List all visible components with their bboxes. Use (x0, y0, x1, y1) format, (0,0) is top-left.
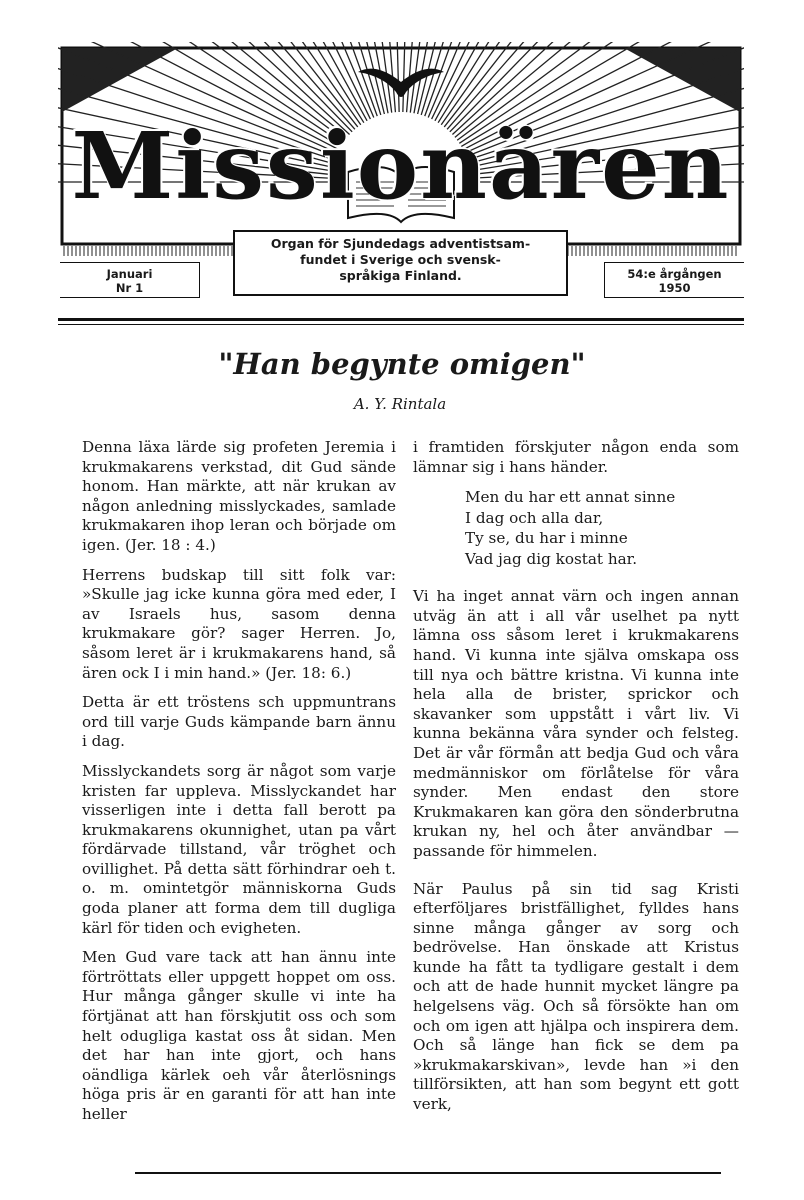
poem-line: Men du har ett annat sinne (465, 488, 676, 507)
paragraph: i framtiden förskjuter någon enda som lämnar sig i hans händer. (413, 438, 739, 476)
volume-year: 1950 (658, 281, 691, 295)
poem-line: I dag och alla dar, (465, 508, 604, 527)
issue-month: Januari (106, 267, 153, 281)
paragraph: Herrens budskap till sitt folk var: »Skulle jag icke kunna göra med eder, I av Israels hus, sasom denna krukmakare gör? sager Herren. Jo, såsom leret är i krukmakarens hand, så ären ock I i min hand.» (Jer. 18: 6.) (82, 565, 396, 682)
masthead-rule-thin (58, 324, 744, 325)
organ-description (233, 230, 568, 296)
masthead-title: Missionären (71, 112, 731, 220)
left-column (82, 438, 396, 1135)
paragraph: Vi ha inget annat värn och ingen annan utväg än att i all vår uselhet pa nytt lämna oss såsom leret i krukmakarens hand. Vi kunna inte själva omskapa oss till nya och bättre kristna. Vi kunna inte hela alla de brister, sprickor och skavanker som uppstått i vårt liv. Vi kunna bekänna våra synder och felsteg. Det är vår förmån att bedja Gud och våra medmänniskor om förlåtelse för våra synder. Men endast den store Krukmakaren kan göra den sönderbrutna krukan ny, hel och åter användbar — passande för himmelen. (413, 587, 739, 860)
organ-line-2: fundet i Sverige och svensk- (300, 252, 501, 267)
issue-box (60, 262, 200, 298)
paragraph: Detta är ett tröstens sch uppmuntrans ord till varje Guds kämpande barn ännu i dag. (82, 693, 396, 751)
masthead-rule-thick (58, 318, 744, 321)
right-column (413, 438, 739, 1125)
article-headline: "Han begynte omigen" (218, 347, 586, 381)
volume-label: 54:e årgången (627, 267, 722, 281)
paragraph: Misslyckandets sorg är något som varje kristen far uppleva. Misslyckandet har visserligen inte i detta fall berott pa krukmakarens okunnighet, utan pa vårt fördärvade tillstand, vår tröghet och ovillighet. På detta sätt förhindrar oeh t. o. m. omintetgör människorna Guds goda planer att forma dem till dugliga kärl för tiden och evigheten. (82, 761, 396, 937)
poem (465, 487, 739, 569)
issue-number: Nr 1 (115, 281, 144, 295)
organ-line-1: Organ för Sjundedags adventistsam- (270, 236, 531, 251)
poem-line: Vad jag dig kostat har. (465, 549, 638, 568)
volume-box (604, 262, 744, 298)
organ-line-3: språkiga Finland. (339, 268, 462, 283)
paragraph: Men Gud vare tack att han ännu inte förtröttats eller uppgett hoppet om oss. Hur många gånger skulle vi inte ha förtjänat att han förskjutit oss och som helt odugliga kastat oss åt sidan. Men det har han inte gjort, och hans oändliga kärlek oeh vår återlösnings höga pris är en garanti för att han inte heller (82, 948, 396, 1123)
paragraph: Denna läxa lärde sig profeten Jeremia i krukmakarens verkstad, dit Gud sände honom. Han märkte, att när krukan av någon anledning misslyckades, samlade krukmakaren ihop leran och började om igen. (Jer. 18 : 4.) (82, 438, 396, 554)
poem-line: Ty se, du har i minne (465, 529, 628, 548)
article-byline: A. Y. Rintala (353, 395, 447, 413)
paragraph: När Paulus på sin tid sag Kristi efterföljares bristfällighet, fylldes hans sinne många gånger av sorg och bedrövelse. Han önskade att Kristus kunde ha fått ta tydligare gestalt i dem och att de hade hunnit mycket längre pa helgelsens väg. Och så försökte han om och om igen att hjälpa och inspirera dem. Och så länge han fick se dem pa »krukmakarskivan», levde han »i den tillförsikten, att han som begynt ett gott verk, (413, 879, 739, 1114)
footer-rule (135, 1172, 721, 1174)
masthead (58, 42, 744, 304)
